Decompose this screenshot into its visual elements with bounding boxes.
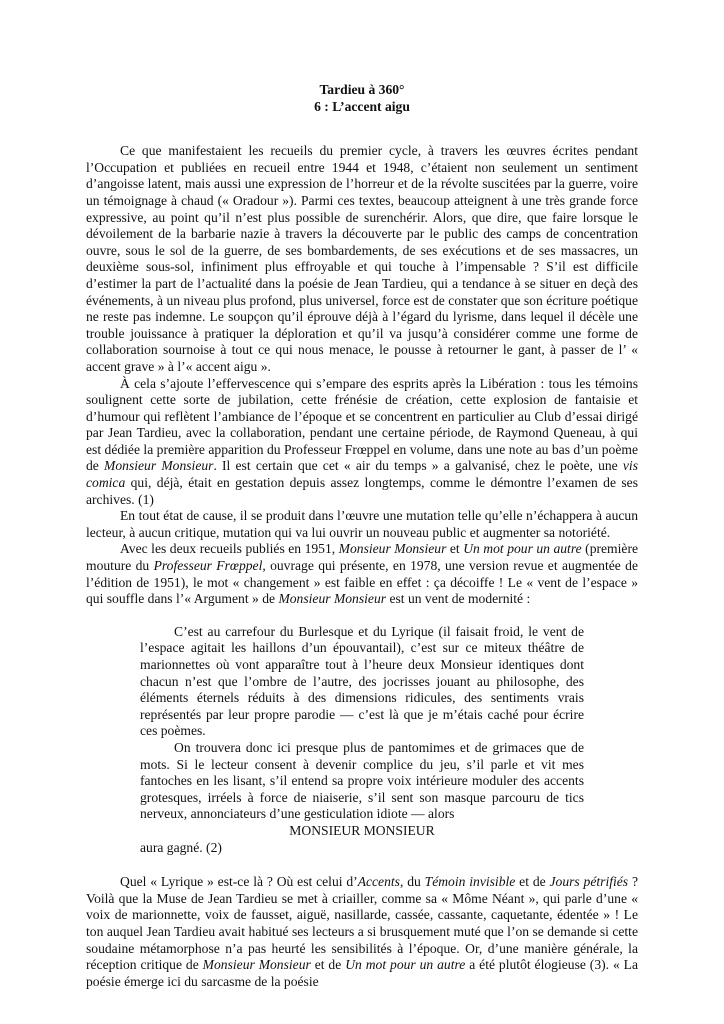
- paragraph-4: [86, 541, 638, 607]
- paragraph-2: [86, 376, 638, 509]
- book-title: Accents: [357, 874, 400, 890]
- book-title: Monsieur Monsieur: [338, 541, 447, 557]
- text-span: et: [446, 541, 464, 557]
- text-span: , du: [399, 874, 425, 890]
- book-title: Témoin invisible: [424, 874, 516, 890]
- text-span: et de: [310, 957, 346, 973]
- text-span: Quel « Lyrique » est-ce là ? Où est celui d’: [120, 874, 358, 890]
- quote-paragraph-1: C’est au carrefour du Burlesque et du Lyrique (il faisait froid, le vent de l’espace agitait les haillons d’un épouvantail), c’est sur ce miteux théâtre de marionnettes où vont apparaître tout à l’heure deux Monsieur identiques dont chacun n’est que l’ombre de l’autre, des jocrisses jouant au philosophe, des éléments éternels réduits à des dimensions ridicules, des sentiments vrais représentés par leur propre parodie — c’est là que je m’étais caché pour écrire ces poèmes.: [140, 623, 584, 739]
- block-quote: [140, 624, 584, 856]
- text-span: est un vent de modernité :: [386, 591, 531, 607]
- text-span: À cela s’ajoute l’effervescence qui s’empare des esprits après la Libération : tous les témoins soulignent cette sorte de jubilation, cette frénésie de création, cette explosion de fantaisie et d’humour qui reflètent l’ambiance de l’époque et se concentrent en particulier au Club d’essai dirigé par Jean Tardieu, avec la collaboration, pendant une certaine période, de Raymond Queneau, à qui est dédiée la première apparition du Professeur Frœppel en volume, dans une note au bas d’un poème de: [86, 375, 638, 474]
- quote-paragraph-2: On trouvera donc ici presque plus de pantomimes et de grimaces que de mots. Si le lecteur consent à devenir complice du jeu, s’il parle et vit mes fantoches en les lisant, s’il entend sa propre voix intérieure moduler des accents grotesques, irréels à force de niaiserie, s’il sent son masque parcouru de tics nerveux, annonciateurs d’une gesticulation idiote — alors: [140, 739, 584, 822]
- page-title: Tardieu à 360°: [319, 82, 405, 97]
- book-title: Monsieur Monsieur: [104, 458, 214, 474]
- latin-term: vis comica: [86, 458, 638, 491]
- quote-signature: MONSIEUR MONSIEUR: [289, 822, 435, 838]
- text-span: ? Voilà que la Muse de Jean Tardieu se met à criailler, comme sa « Môme Néant », qui parle d’une « voix de marionnette, voix de fausset, aiguë, nasillarde, cassée, cassante, caquetante, édentée » ! Le ton auquel Jean Tardieu avait habitué ses lecteurs a si brusquement muté que l’on se demande si cette soudaine métamorphose n’a pas heurté les sensibilités à l’époque. Or, d’une manière générale, la réception critique de: [86, 874, 638, 973]
- text-span: qui, déjà, était en gestation depuis assez longtemps, comme le démontre l’examen de ses archives. (1): [86, 475, 638, 507]
- text-span: a été plutôt élogieuse (3). « La poésie émerge ici du sarcasme de la poésie: [86, 957, 639, 989]
- text-span: . Il est certain que cet « air du temps » a galvanisé, chez le poète, une: [213, 458, 623, 474]
- book-title: Un mot pour un autre: [345, 957, 466, 973]
- book-title: Professeur Frœppel: [153, 558, 263, 574]
- book-title: Jours pétrifiés: [549, 874, 629, 890]
- book-title: Un mot pour un autre: [463, 541, 582, 557]
- book-title: Monsieur Monsieur: [278, 591, 387, 607]
- quote-tail: aura gagné. (2): [140, 839, 222, 855]
- text-span: Avec les deux recueils publiés en 1951,: [120, 541, 339, 557]
- page-subtitle: 6 : L’accent aigu: [314, 98, 410, 114]
- title-block: [86, 82, 638, 115]
- paragraph-1: Ce que manifestaient les recueils du premier cycle, à travers les œuvres écrites pendant l’Occupation et publiées en recueil entre 1944 et 1948, c’étaient non seulement un sentiment d’angoisse latent, mais aussi une expression de l’horreur et de la révolte suscitées par la guerre, voire un témoignage à chaud (« Oradour »). Parmi ces textes, beaucoup atteignent à une très grande force expressive, au point qu’il n’est plus possible de surenchérir. Alors, que dire, que faire lorsque le dévoilement de la barbarie nazie à travers la découverte par le public des camps de concentration ouvre, sous le sol de la guerre, de ses bombardements, de ses exécutions et de ses massacres, un deuxième sous-sol, infiniment plus effroyable et qui touche à l’impensable ? S’il est difficile d’estimer la part de l’actualité dans la poésie de Jean Tardieu, qui a tendance à se situer en deçà des événements, à un niveau plus profond, plus universel, force est de constater que son écriture poétique ne reste pas indemne. Le soupçon qu’il éprouve déjà à l’égard du lyrisme, dans lequel il décèle une trouble jouissance à pratiquer la déploration et qu’il va jusqu’à considérer comme une forme de collaboration sournoise à tout ce qui nous menace, le pousse à retourner le gant, à passer de l’ « accent grave » à l’« accent aigu ».: [86, 143, 638, 374]
- paragraph-5: [86, 874, 638, 990]
- text-span: , ouvrage qui présente, en 1978, une version revue et augmentée de l’édition de 1951), le mot « changement » est faible en effet : ça décoiffe ! Le « vent de l’espace » qui souffle dans l’« Argument » de: [86, 558, 638, 607]
- text-span: (première mouture du: [86, 541, 639, 574]
- book-title: Monsieur Monsieur: [202, 957, 311, 973]
- text-span: et de: [515, 874, 550, 890]
- paragraph-3: En tout état de cause, il se produit dans l’œuvre une mutation telle qu’elle n’échappera à aucun lecteur, à aucun critique, mutation qui va lui ouvrir un nouveau public et augmenter sa notoriété.: [86, 508, 638, 540]
